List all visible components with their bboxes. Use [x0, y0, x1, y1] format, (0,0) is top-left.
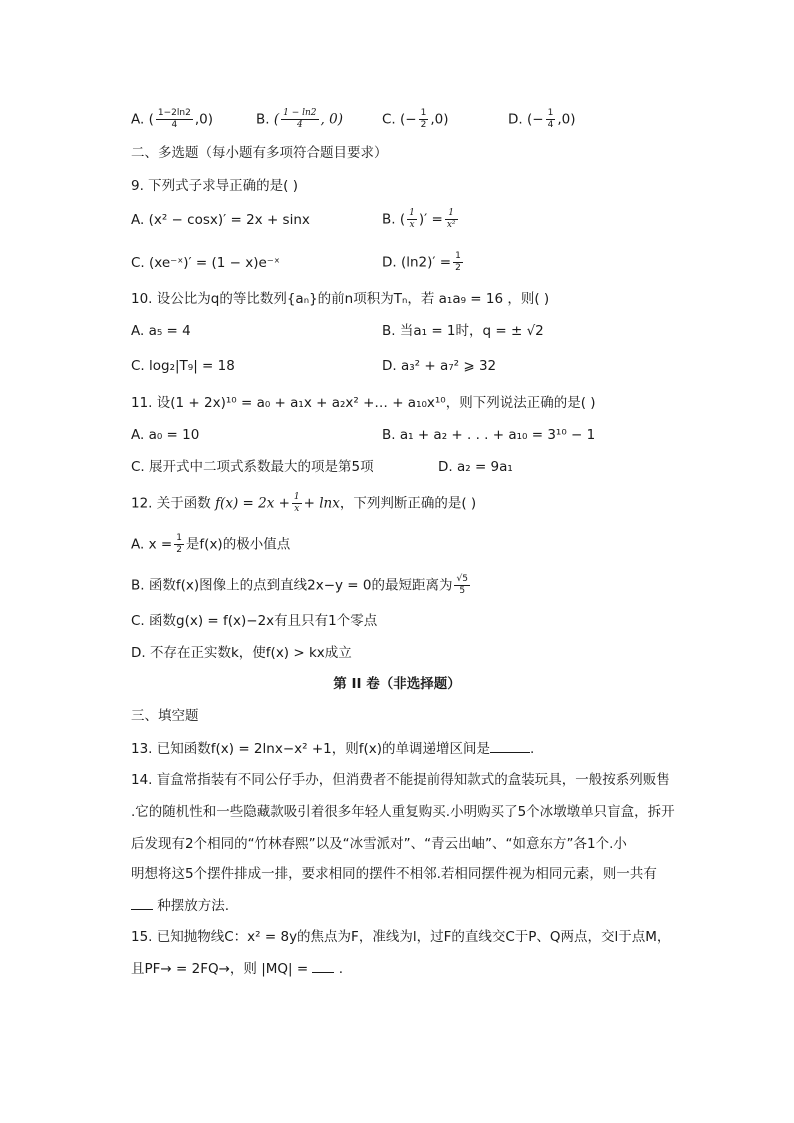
q10-option-a: A. a₅ = 4 — [131, 323, 191, 339]
q11-option-b: B. a₁ + a₂ + . . . + a₁₀ = 3¹⁰ − 1 — [382, 427, 596, 443]
section-title: 三、填空题 — [131, 708, 199, 724]
option-label: D. — [508, 111, 523, 128]
q15-line: 15. 已知抛物线C：x² = 8y的焦点为F，准线为l，过F的直线交C于P、Q两点，交l于点M， — [131, 929, 671, 945]
option-label: C. — [382, 111, 396, 128]
question-stem: 10. 设公比为q的等比数列{aₙ}的前n项积为Tₙ，若 a₁a₉ = 16 ，则( ) — [131, 291, 550, 307]
question-stem: 12. 关于函数 f(x) = 2x + $\frac{1}{x}$ + lnx，下列判断正确的是( ) — [131, 492, 477, 514]
part-title: 第 II 卷（非选择题） — [333, 676, 461, 692]
fraction: $\frac{√5}{5}$ — [456, 574, 468, 596]
fraction: $\frac{1-2\ln 2}{4}$ — [157, 108, 191, 130]
q12-option-a: A. x = $\frac{1}{2}$ 是f(x)的极小值点 — [131, 533, 291, 555]
q8-option-d: D. (− $\frac{1}{4}$ ,0) — [508, 108, 576, 130]
q12-option-c: C. 函数g(x) = f(x)−2x有且只有1个零点 — [131, 613, 378, 629]
question-stem: 9. 下列式子求导正确的是( ) — [131, 178, 298, 194]
answer-blank — [490, 738, 530, 753]
option-label: A. — [131, 111, 145, 128]
fraction: $\frac{1}{4}$ — [547, 108, 554, 130]
q14-line: 种摆放方法. — [131, 895, 229, 916]
q9-option-d: D. (ln2)′ = $\frac{1}{2}$ — [382, 251, 461, 273]
q8-option-c: C. (− $\frac{1}{2}$ ,0) — [382, 108, 449, 130]
fraction: $\frac{1}{x}$ — [409, 208, 415, 230]
fraction: $\frac{1}{\text{x²}}$ — [446, 208, 456, 230]
q10-option-d: D. a₃² + a₇² ⩾ 32 — [382, 358, 497, 374]
q12-option-d: D. 不存在正实数k，使f(x) > kx成立 — [131, 645, 352, 661]
q10-option-b: B. 当a₁ = 1时，q = ± √2 — [382, 323, 544, 339]
q8-option-a: A. ( $\frac{1-2\ln 2}{4}$ ,0) — [131, 108, 213, 130]
q12-option-b: B. 函数f(x)图像上的点到直线2x−y = 0的最短距离为 $\frac{√5}{5}$ — [131, 574, 468, 596]
fraction: $\frac{1 - \ln 2}{4}$ — [283, 108, 317, 130]
q9-option-a: A. (x² − cosx)′ = 2x + sinx — [131, 212, 310, 228]
q15-line: 且PF→ = 2FQ→，则 |MQ| = . — [131, 958, 343, 979]
answer-blank — [312, 958, 334, 973]
fraction: $\frac{1}{2}$ — [455, 251, 461, 273]
question-stem: 11. 设(1 + 2x)¹⁰ = a₀ + a₁x + a₂x² +… + a₁₀x¹⁰，则下列说法正确的是( ) — [131, 395, 596, 411]
fraction: $\frac{1}{x}$ — [293, 492, 300, 514]
answer-blank — [131, 895, 153, 910]
q14-line: .它的随机性和一些隐藏款吸引着很多年轻人重复购买.小明购买了5个冰墩墩单只盲盒，拆开 — [131, 804, 675, 820]
q14-line: 明想将这5个摆件排成一排，要求相同的摆件不相邻.若相同摆件视为相同元素，则一共有 — [131, 866, 657, 882]
q11-option-c: C. 展开式中二项式系数最大的项是第5项 — [131, 459, 374, 475]
q8-option-b: B. ( $\frac{1 - \ln 2}{4}$ , 0) — [256, 108, 343, 130]
q14-line: 14. 盲盒常指装有不同公仔手办，但消费者不能提前得知款式的盒装玩具，一般按系列贩售 — [131, 772, 670, 788]
q9-option-b: B. ( $\frac{1}{x}$ )′ = $\frac{1}{\text{x²}}$ — [382, 208, 456, 230]
q14-line: 后发现有2个相同的“竹林春熙”以及“冰雪派对”、“青云出岫”、“如意东方”各1个.小 — [131, 836, 627, 852]
fraction: $\frac{1}{2}$ — [420, 108, 427, 130]
q13: 13. 已知函数f(x) = 2lnx−x² +1，则f(x)的单调递增区间是 . — [131, 738, 534, 759]
section-title: 二、多选题（每小题有多项符合题目要求） — [131, 145, 388, 161]
option-label: B. — [256, 111, 270, 128]
q11-option-d: D. a₂ = 9a₁ — [438, 459, 513, 475]
fraction: $\frac{1}{2}$ — [176, 533, 182, 555]
q10-option-c: C. log₂|T₉| = 18 — [131, 358, 235, 374]
q9-option-c: C. (xe⁻ˣ)′ = (1 − x)e⁻ˣ — [131, 255, 280, 271]
q11-option-a: A. a₀ = 10 — [131, 427, 200, 443]
